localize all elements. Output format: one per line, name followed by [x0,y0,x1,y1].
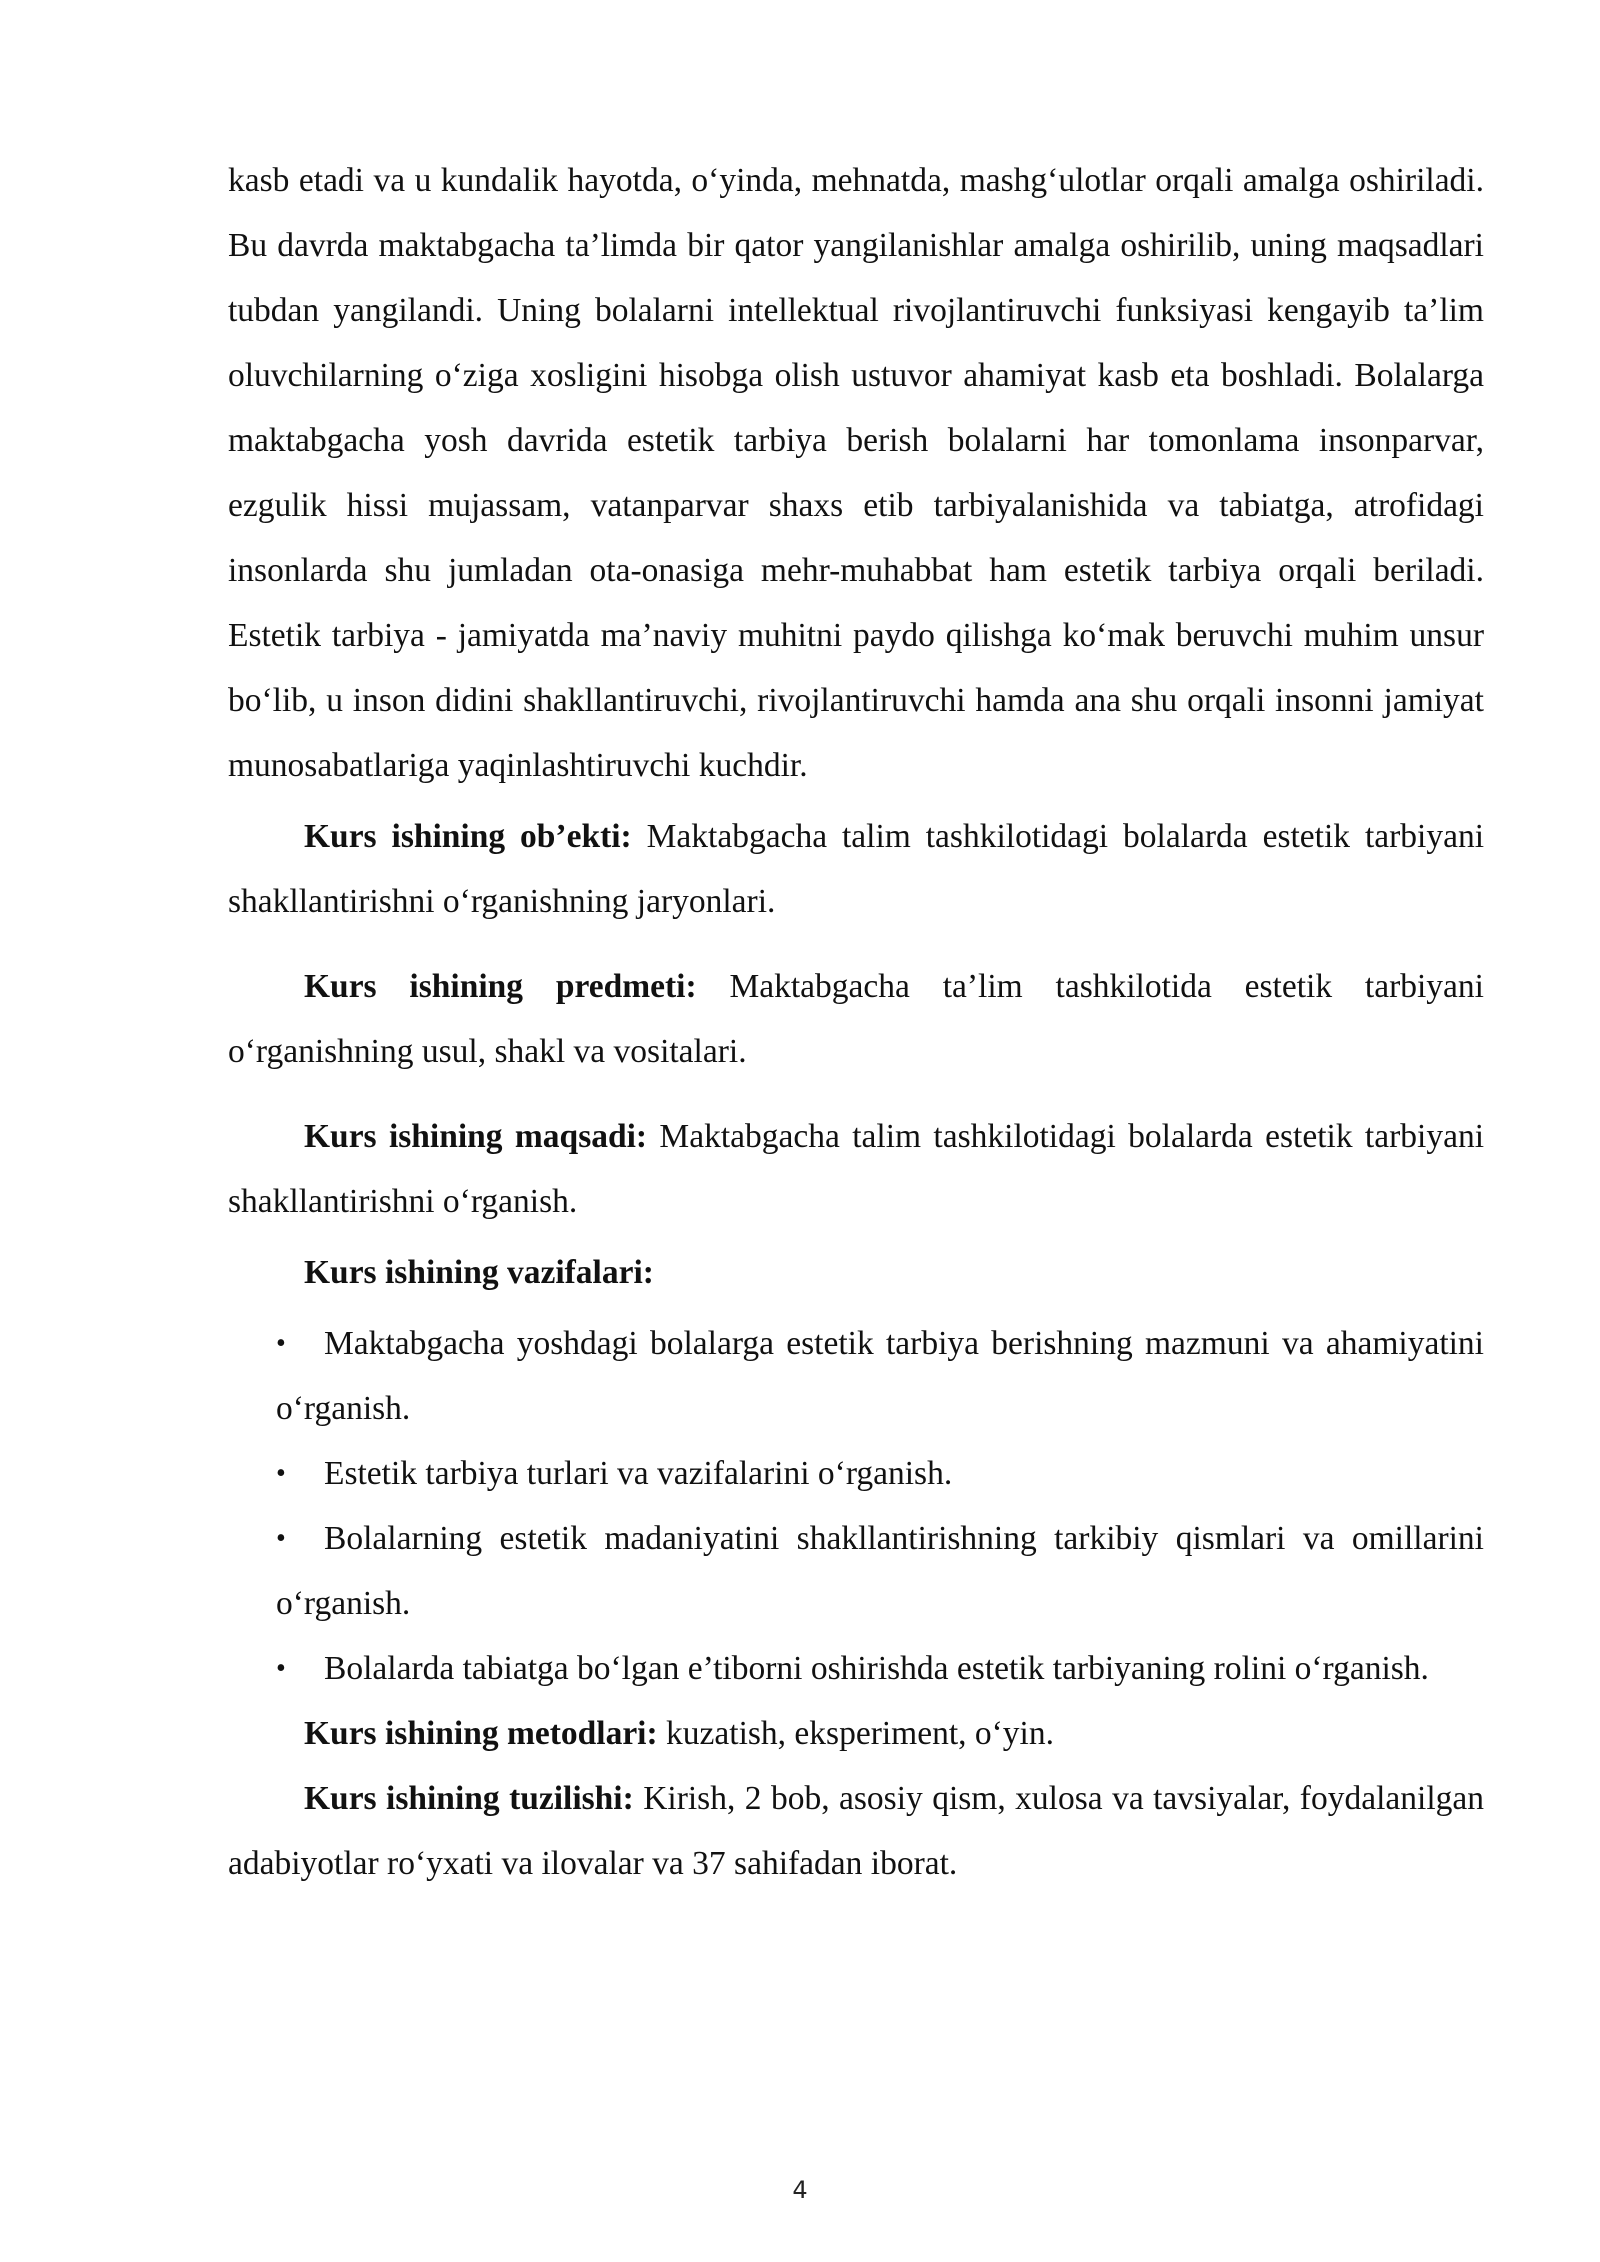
list-item [276,1636,1484,1701]
tasks-list [228,1311,1484,1701]
object-text: Maktabgacha talim tashkilotidagi bolalarda estetik tarbiyani shakllantirishni o‘rganishning jaryonlari. [228,818,1485,920]
list-item [276,1441,1484,1506]
goal-text: Maktabgacha talim tashkilotidagi bolalarda estetik tarbiyani shakllantirishni o‘rganish. [228,1118,1484,1220]
task-text: Estetik tarbiya turlari va vazifalarini o‘rganish. [324,1455,953,1492]
goal-label: Kurs ishining maqsadi: [304,1118,648,1155]
methods-paragraph [228,1701,1484,1766]
structure-label: Kurs ishining tuzilishi: [304,1780,634,1817]
structure-paragraph [228,1766,1484,1896]
structure-text: Kirish, 2 bob, asosiy qism, xulosa va tavsiyalar, foydalanilgan adabiyotlar ro‘yxati va ilovalar va 37 sahifadan iborat. [228,1780,1484,1882]
bullet-icon: • [276,1653,286,1684]
subject-paragraph [228,954,1484,1084]
methods-label: Kurs ishining metodlari: [304,1715,658,1752]
task-text: Bolalarda tabiatga bo‘lgan e’tiborni oshirishda estetik tarbiyaning rolini o‘rganish. [324,1650,1429,1687]
task-text: Maktabgacha yoshdagi bolalarga estetik tarbiya berishning mazmuni va ahamiyatini o‘rganish. [276,1325,1484,1427]
list-item [276,1506,1484,1636]
subject-label: Kurs ishining predmeti: [304,968,697,1005]
subject-text: Maktabgacha ta’lim tashkilotida estetik tarbiyani o‘rganishning usul, shakl va vositalari. [228,968,1484,1070]
page-number: 4 [792,2176,808,2204]
object-label: Kurs ishining ob’ekti: [304,818,632,855]
bullet-icon: • [276,1523,286,1554]
intro-paragraph: kasb etadi va u kundalik hayotda, o‘yinda, mehnatda, mashg‘ulotlar orqali amalga oshiriladi. Bu davrda maktabgacha ta’limda bir qator yangilanishlar amalga oshirilib, uning maqsadlari tubdan yangilandi. Uning bolalarni intellektual rivojlantiruvchi funksiyasi kengayib ta’lim oluvchilarning o‘ziga xosligini hisobga olish ustuvor ahamiyat kasb eta boshladi. Bolalarga maktabgacha yosh davrida estetik tarbiya berish bolalarni har tomonlama insonparvar, ezgulik hissi mujassam, vatanparvar shaxs etib tarbiyalanishida va tabiatga, atrofidagi insonlarda shu jumladan ota-onasiga mehr-muhabbat ham estetik tarbiya orqali beriladi. Estetik tarbiya - jamiyatda ma’naviy muhitni paydo qilishga ko‘mak beruvchi muhim unsur bo‘lib, u inson didini shakllantiruvchi, rivojlantiruvchi hamda ana shu orqali insonni jamiyat munosabatlariga yaqinlashtiruvchi kuchdir. [228,162,1484,784]
methods-text: kuzatish, eksperiment, o‘yin. [657,1715,1054,1752]
tasks-heading: Kurs ishining vazifalari: [304,1254,654,1291]
bullet-icon: • [276,1458,286,1489]
bullet-icon: • [276,1328,286,1359]
list-item [276,1311,1484,1441]
task-text: Bolalarning estetik madaniyatini shakllantirishning tarkibiy qismlari va omillarini o‘rganish. [276,1520,1484,1622]
goal-paragraph [228,1104,1484,1234]
object-paragraph [228,804,1484,934]
document-page [228,148,1484,1896]
